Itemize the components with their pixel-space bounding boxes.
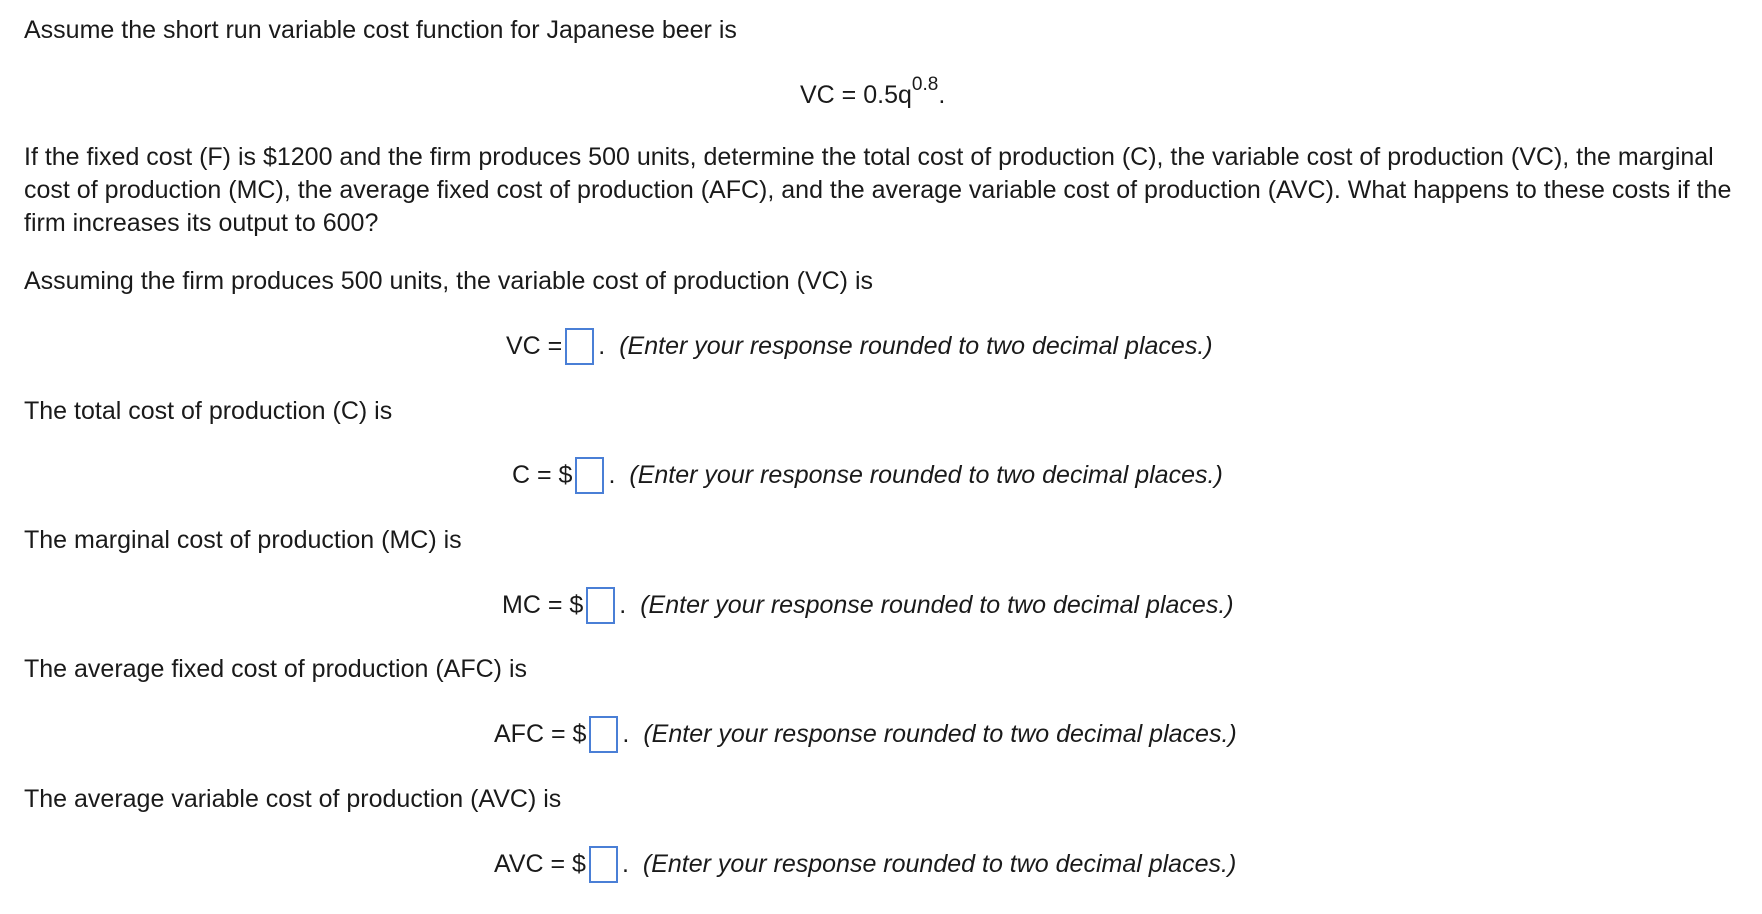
label-vc: VC = (506, 331, 563, 360)
period-vc: . (598, 331, 606, 360)
formula-period: . (938, 81, 946, 109)
prompt-avc: The average variable cost of production (AVC) is (24, 785, 562, 813)
c-input[interactable] (575, 457, 604, 494)
vc-input[interactable] (565, 328, 594, 365)
formula-exponent: 0.8 (911, 73, 939, 95)
avc-input[interactable] (589, 846, 618, 883)
label-afc: AFC = $ (494, 719, 587, 748)
label-avc: AVC = $ (494, 849, 586, 878)
answer-row-avc (494, 843, 1236, 885)
hint-mc: (Enter your response rounded to two decimal places.) (640, 590, 1234, 619)
period-c: . (608, 460, 616, 489)
hint-avc: (Enter your response rounded to two decimal places.) (642, 849, 1237, 878)
prompt-mc: The marginal cost of production (MC) is (24, 526, 462, 554)
question-intro: Assume the short run variable cost function for Japanese beer is (24, 16, 737, 44)
hint-vc: (Enter your response rounded to two decimal places.) (619, 331, 1213, 360)
afc-input[interactable] (589, 716, 618, 753)
answer-row-c (512, 454, 1223, 496)
label-c: C = $ (512, 460, 573, 489)
mc-input[interactable] (586, 587, 615, 624)
answer-row-afc (494, 713, 1237, 755)
label-mc: MC = $ (502, 590, 584, 619)
problem-text: If the fixed cost (F) is $1200 and the firm produces 500 units, determine the total cost of production (C), the variable cost of production (VC), the marginal cost of production (MC), the average fixed cost of production (AFC), and the average variable cost of production (AVC). What happens to these costs if the firm increases its output to 600? (24, 143, 1732, 237)
cost-formula (800, 73, 946, 110)
prompt-vc: Assuming the firm produces 500 units, the variable cost of production (VC) is (24, 267, 874, 295)
prompt-c: The total cost of production (C) is (24, 397, 393, 425)
period-afc: . (622, 719, 630, 748)
period-avc: . (621, 849, 629, 878)
hint-afc: (Enter your response rounded to two decimal places.) (643, 719, 1237, 748)
period-mc: . (619, 590, 627, 619)
answer-row-mc (502, 584, 1234, 626)
answer-row-vc (506, 325, 1213, 367)
prompt-afc: The average fixed cost of production (AFC) is (24, 655, 528, 683)
hint-c: (Enter your response rounded to two decimal places.) (629, 460, 1223, 489)
formula-lhs: VC = 0.5q (800, 81, 912, 109)
